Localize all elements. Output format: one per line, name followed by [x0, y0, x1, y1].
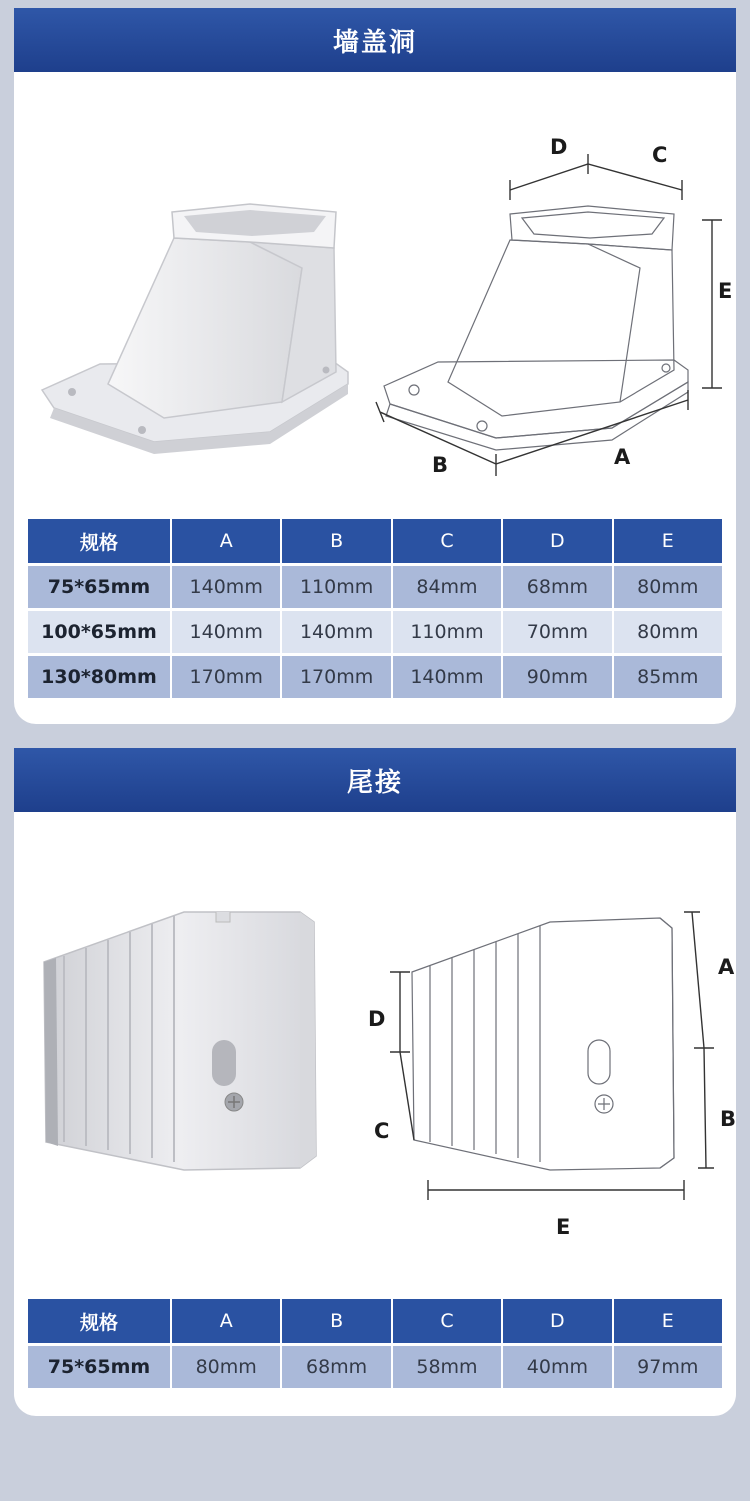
section-end-joint — [14, 748, 736, 1416]
cell: 84mm — [393, 566, 501, 608]
dim-label-a: A — [614, 445, 631, 469]
cell: 110mm — [393, 611, 501, 653]
dim-label-d: D — [550, 135, 568, 159]
header-spec: 规格 — [28, 1299, 170, 1343]
section-title: 墙盖洞 — [14, 8, 736, 72]
spec-table — [26, 1296, 724, 1391]
header-spec: 规格 — [28, 519, 170, 563]
cell: 68mm — [282, 1346, 390, 1388]
header-c: C — [393, 1299, 501, 1343]
cell: 80mm — [614, 566, 722, 608]
dim-label-a: A — [718, 955, 735, 979]
cell: 97mm — [614, 1346, 722, 1388]
cell: 58mm — [393, 1346, 501, 1388]
header-c: C — [393, 519, 501, 563]
cell: 80mm — [614, 611, 722, 653]
cell: 80mm — [172, 1346, 280, 1388]
table-row — [28, 1346, 722, 1388]
header-d: D — [503, 1299, 611, 1343]
cell: 140mm — [282, 611, 390, 653]
header-d: D — [503, 519, 611, 563]
cell: 85mm — [614, 656, 722, 698]
section-wall-cover — [14, 8, 736, 724]
cell: 170mm — [282, 656, 390, 698]
wall-cover-dimension-diagram — [376, 72, 736, 502]
cell-spec: 100*65mm — [28, 611, 170, 653]
cell: 140mm — [172, 611, 280, 653]
cell-spec: 75*65mm — [28, 566, 170, 608]
end-joint-product-image — [34, 812, 364, 1232]
dim-label-c: C — [652, 143, 668, 167]
header-b: B — [282, 519, 390, 563]
cell: 90mm — [503, 656, 611, 698]
cell: 70mm — [503, 611, 611, 653]
cell: 170mm — [172, 656, 280, 698]
table-header-row — [28, 519, 722, 563]
end-joint-dimension-diagram — [354, 812, 737, 1252]
dim-label-e: E — [556, 1215, 571, 1239]
header-e: E — [614, 1299, 722, 1343]
cell: 40mm — [503, 1346, 611, 1388]
cell-spec: 75*65mm — [28, 1346, 170, 1388]
cell: 140mm — [172, 566, 280, 608]
dim-label-c: C — [374, 1119, 390, 1143]
cell: 68mm — [503, 566, 611, 608]
header-a: A — [172, 1299, 280, 1343]
table-row — [28, 566, 722, 608]
cell-spec: 130*80mm — [28, 656, 170, 698]
table-header-row — [28, 1299, 722, 1343]
dim-label-e: E — [718, 279, 733, 303]
section-title: 尾接 — [14, 748, 736, 812]
dim-label-b: B — [432, 453, 449, 477]
dim-label-b: B — [720, 1107, 737, 1131]
wall-cover-product-image — [14, 72, 374, 502]
spec-table — [26, 516, 724, 701]
header-a: A — [172, 519, 280, 563]
header-b: B — [282, 1299, 390, 1343]
dim-label-d: D — [368, 1007, 386, 1031]
table-row — [28, 611, 722, 653]
cell: 110mm — [282, 566, 390, 608]
header-e: E — [614, 519, 722, 563]
table-row — [28, 656, 722, 698]
cell: 140mm — [393, 656, 501, 698]
